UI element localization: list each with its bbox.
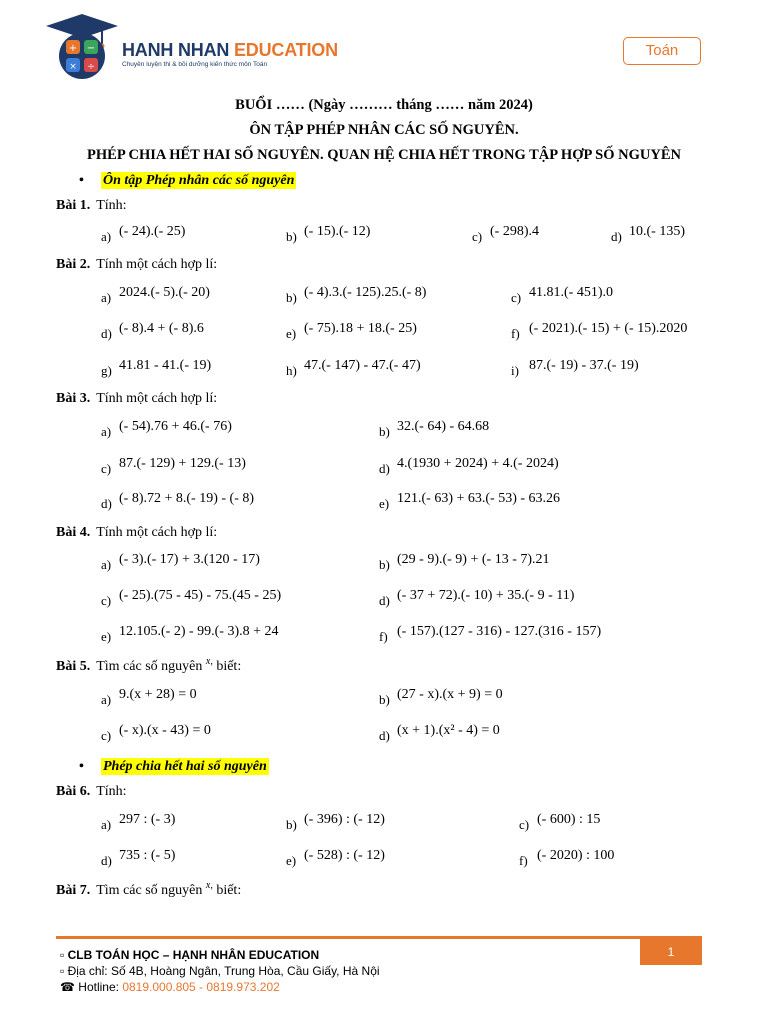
- exercise-item: b) (27 - x).(x + 9) = 0: [379, 687, 503, 707]
- logo: [44, 12, 120, 82]
- exercise-heading: Bài 1. Tính:: [56, 198, 127, 213]
- exercise-item: e) (- 75).18 + 18.(- 25): [286, 321, 417, 341]
- exercise-item: c) (- x).(x - 43) = 0: [101, 723, 211, 743]
- brand-name: HANH NHAN EDUCATION: [122, 40, 338, 60]
- footer-hotline: ☎ Hotline: 0819.000.805 - 0819.973.202: [60, 980, 280, 994]
- exercise-item: c) 41.81.(- 451).0: [511, 285, 613, 305]
- flag-icon: ▫: [60, 948, 68, 962]
- exercise-item: d) 4.(1930 + 2024) + 4.(- 2024): [379, 456, 559, 476]
- exercise-item: h) 47.(- 147) - 47.(- 47): [286, 358, 421, 378]
- exercise-item: d) 735 : (- 5): [101, 848, 176, 868]
- exercise-item: d) (- 8).72 + 8.(- 19) - (- 8): [101, 491, 255, 511]
- footer-address: ▫ Địa chỉ: Số 4B, Hoàng Ngân, Trung Hòa, Cầu Giấy, Hà Nội: [60, 964, 380, 978]
- exercise-item: a) 2024.(- 5).(- 20): [101, 285, 210, 305]
- exercise-item: b) 32.(- 64) - 64.68: [379, 419, 490, 439]
- exercise-item: d) 10.(- 135): [611, 224, 685, 244]
- page-number: 1: [640, 939, 702, 965]
- exercise-item: a) 297 : (- 3): [101, 812, 176, 832]
- footer-club: ▫ CLB TOÁN HỌC – HẠNH NHÂN EDUCATION: [60, 948, 320, 962]
- exercise-item: e) 12.105.(- 2) - 99.(- 3).8 + 24: [101, 624, 279, 644]
- exercise-item: g) 41.81 - 41.(- 19): [101, 358, 212, 378]
- phone-icon: ☎: [60, 980, 79, 994]
- exercise-heading: Bài 6. Tính:: [56, 784, 127, 799]
- exercise-item: f) (- 2020) : 100: [519, 848, 615, 868]
- exercise-item: d) (- 37 + 72).(- 10) + 35.(- 9 - 11): [379, 588, 575, 608]
- exercise-heading: Bài 2. Tính một cách hợp lí:: [56, 257, 218, 272]
- footer-divider: [56, 936, 702, 939]
- exercise-heading: Bài 7. Tìm các số nguyên $^{x,}$ biết:: [56, 880, 242, 898]
- section-heading: • Phép chia hết hai số nguyên: [79, 759, 267, 774]
- exercise-item: b) (29 - 9).(- 9) + (- 13 - 7).21: [379, 552, 550, 572]
- exercise-item: b) (- 4).3.(- 125).25.(- 8): [286, 285, 427, 305]
- bullet-icon: •: [79, 173, 84, 188]
- exercise-item: i) 87.(- 19) - 37.(- 19): [511, 358, 639, 378]
- exercise-item: e) 121.(- 63) + 63.(- 53) - 63.26: [379, 491, 561, 511]
- exercise-item: c) (- 600) : 15: [519, 812, 601, 832]
- page-title: ÔN TẬP PHÉP NHÂN CÁC SỐ NGUYÊN.: [249, 122, 519, 138]
- exercise-item: b) (- 396) : (- 12): [286, 812, 385, 832]
- svg-text:÷: ÷: [87, 62, 95, 72]
- exercise-item: d) (- 8).4 + (- 8).6: [101, 321, 204, 341]
- exercise-item: f) (- 2021).(- 15) + (- 15).2020: [511, 321, 688, 341]
- exercise-item: e) (- 528) : (- 12): [286, 848, 385, 868]
- exercise-heading: Bài 5. Tìm các số nguyên $^{x,}$ biết:: [56, 656, 242, 674]
- exercise-item: b) (- 15).(- 12): [286, 224, 371, 244]
- exercise-item: d) (x + 1).(x² - 4) = 0: [379, 723, 500, 743]
- subject-badge: Toán: [623, 37, 701, 65]
- exercise-heading: Bài 3. Tính một cách hợp lí:: [56, 391, 218, 406]
- section-heading: • Ôn tập Phép nhân các số nguyên: [79, 173, 295, 188]
- exercise-heading: Bài 4. Tính một cách hợp lí:: [56, 525, 218, 540]
- svg-text:+: +: [68, 43, 78, 54]
- session-title: BUỔI …… (Ngày ……… tháng …… năm 2024): [235, 97, 533, 113]
- exercise-item: a) 9.(x + 28) = 0: [101, 687, 197, 707]
- svg-text:×: ×: [69, 62, 77, 72]
- exercise-item: c) (- 25).(75 - 45) - 75.(45 - 25): [101, 588, 282, 608]
- exercise-item: a) (- 24).(- 25): [101, 224, 186, 244]
- exercise-item: a) (- 54).76 + 46.(- 76): [101, 419, 232, 439]
- exercise-item: c) 87.(- 129) + 129.(- 13): [101, 456, 246, 476]
- exercise-item: c) (- 298).4: [472, 224, 539, 244]
- exercise-item: a) (- 3).(- 17) + 3.(120 - 17): [101, 552, 260, 572]
- brand-tagline: Chuyên luyện thi & bồi dưỡng kiến thức môn Toán: [122, 61, 268, 68]
- location-icon: ▫: [60, 964, 68, 978]
- exercise-item: f) (- 157).(127 - 316) - 127.(316 - 157): [379, 624, 602, 644]
- bullet-icon: •: [79, 759, 84, 774]
- page-subtitle: PHÉP CHIA HẾT HAI SỐ NGUYÊN. QUAN HỆ CHIA HẾT TRONG TẬP HỢP SỐ NGUYÊN: [87, 147, 681, 163]
- svg-text:−: −: [86, 43, 96, 54]
